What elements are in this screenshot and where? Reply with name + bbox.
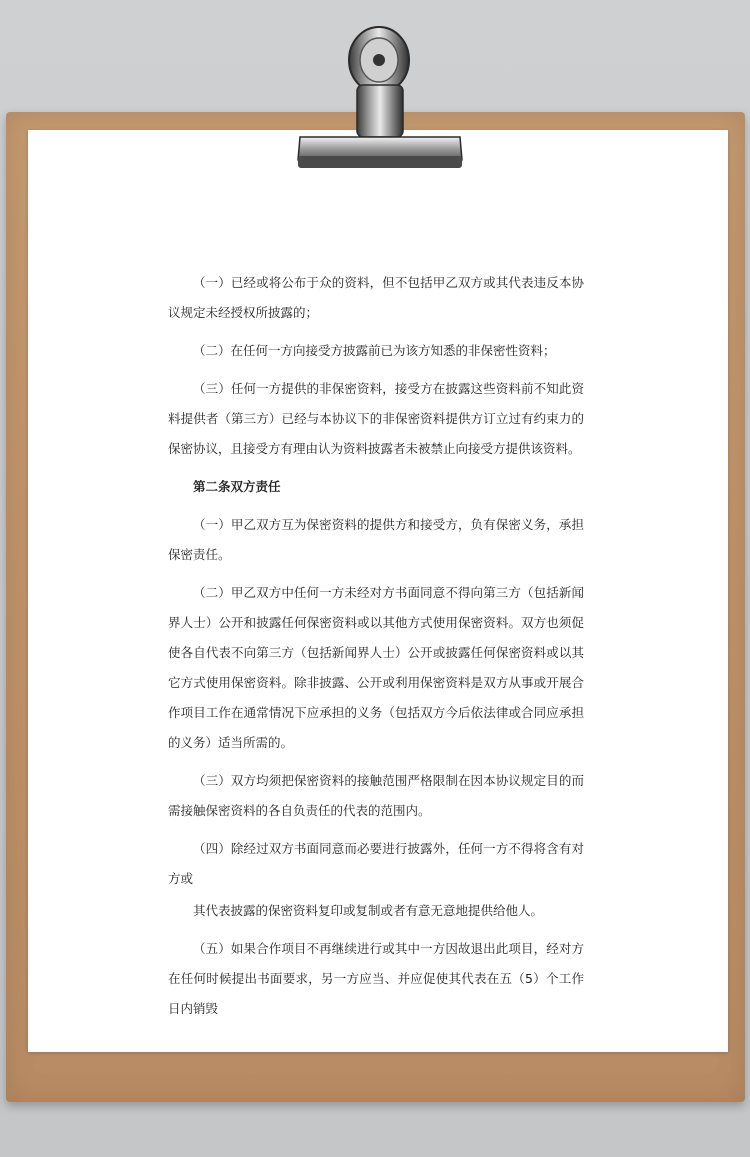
paragraph-8-line-2: 其代表披露的保密资料复印或复制或者有意无意地提供给他人。 [193,903,544,918]
paragraph-6: （二）甲乙双方中任何一方未经对方书面同意不得向第三方（包括新闻界人士）公开和披露任何保密资料或以其他方式使用保密资料。双方也须促使各自代表不向第三方（包括新闻界人士）公开或披露任何保密资料或以其它方式使用保密资料。除非披露、公开或利用保密资料是双方从事或开展合作项目工作在通常情况下应承担的义务（包括双方今后依法律或合同应承担的义务）适当所需的。 [168,585,584,750]
document-text [168,268,584,1032]
paragraph-2: （二）在任何一方向接受方披露前已为该方知悉的非保密性资料； [193,343,556,358]
paragraph-1: （一）已经或将公布于众的资料，但不包括甲乙双方或其代表违反本协议规定未经授权所披露的； [168,275,584,320]
paragraph-3: （三）任何一方提供的非保密资料，接受方在披露这些资料前不知此资料提供者（第三方）已经与本协议下的非保密资料提供方订立过有约束力的保密协议，且接受方有理由认为资料披露者未被禁止向接受方提供该资料。 [168,381,584,456]
paragraph-7: （三）双方均须把保密资料的接触范围严格限制在因本协议规定目的而需接触保密资料的各自负责任的代表的范围内。 [168,773,584,818]
paragraph-9: （五）如果合作项目不再继续进行或其中一方因故退出此项目，经对方在任何时候提出书面要求，另一方应当、并应促使其代表在五（5）个工作日内销毁 [168,941,584,1016]
paragraph-5: （一）甲乙双方互为保密资料的提供方和接受方，负有保密义务，承担保密责任。 [168,517,584,562]
paragraph-8-line-1: （四）除经过双方书面同意而必要进行披露外，任何一方不得将含有对方或 [168,841,584,886]
section-heading: 第二条双方责任 [193,479,281,494]
binder-clip-icon [0,0,750,180]
